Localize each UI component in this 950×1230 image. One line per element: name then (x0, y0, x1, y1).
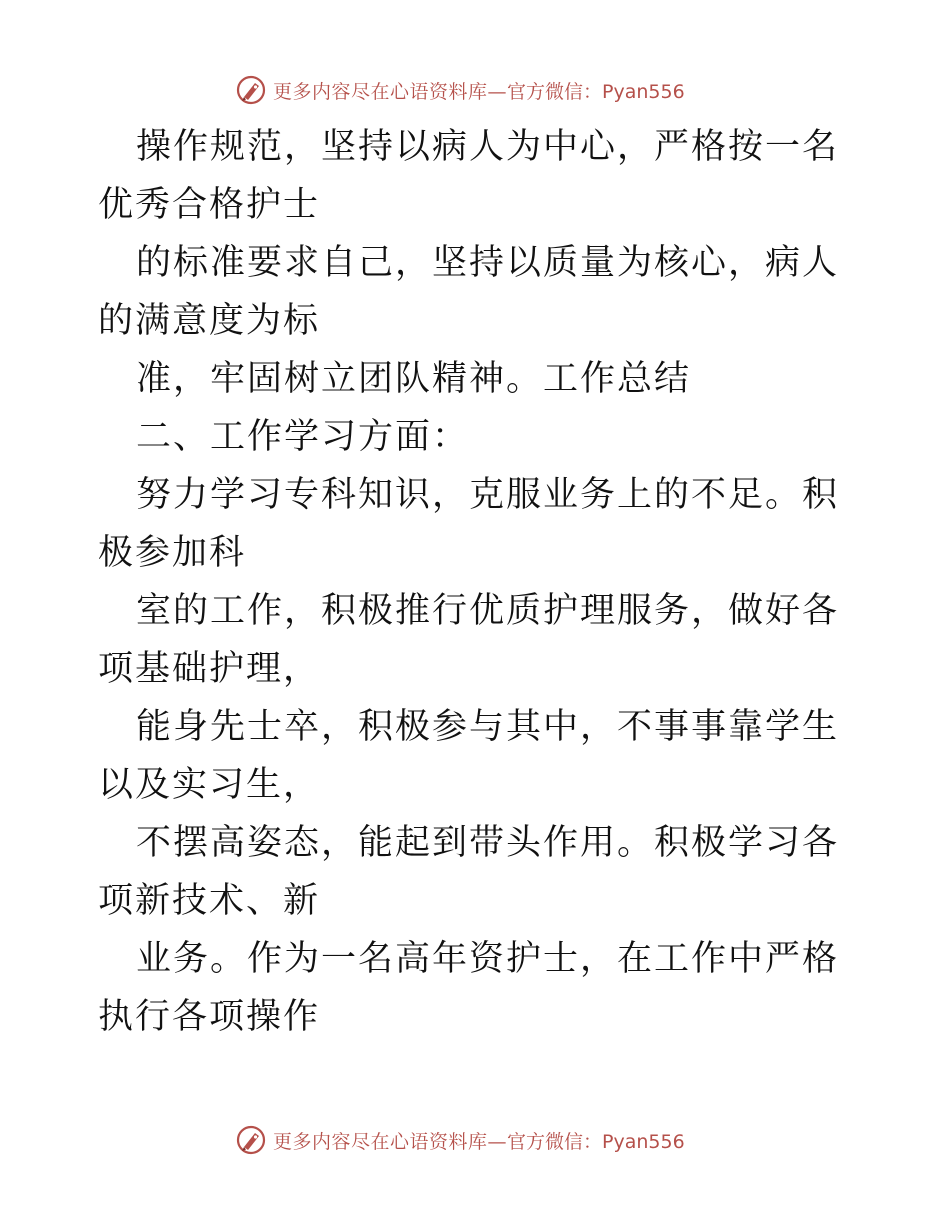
paragraph: 准，牢固树立团队精神。工作总结 (136, 359, 692, 399)
header-banner-text: 更多内容尽在心语资料库— (273, 80, 508, 103)
footer-banner-text: 更多内容尽在心语资料库— (273, 1130, 508, 1153)
footer-banner-contact: 官方微信：Pyan556 (507, 1130, 685, 1153)
paragraph: 操作规范，坚持以病人为中心，严格按一名优秀合格护士 (98, 127, 840, 225)
pen-logo-icon (235, 1124, 267, 1156)
paragraph: 能身先士卒，积极参与其中，不事事靠学生以及实习生， (98, 707, 840, 805)
paragraph: 不摆高姿态，能起到带头作用。积极学习各项新技术、新 (98, 823, 840, 921)
header-banner-contact: 官方微信：Pyan556 (507, 80, 685, 103)
document-body (98, 118, 858, 1046)
paragraph: 室的工作，积极推行优质护理服务，做好各项基础护理， (98, 591, 840, 689)
pen-logo-icon (235, 74, 267, 106)
paragraph: 二、工作学习方面： (136, 417, 470, 457)
header-banner (235, 72, 715, 108)
footer-banner (235, 1122, 715, 1158)
paragraph: 的标准要求自己，坚持以质量为核心，病人的满意度为标 (98, 243, 840, 341)
paragraph: 努力学习专科知识，克服业务上的不足。积极参加科 (98, 475, 840, 573)
paragraph: 业务。作为一名高年资护士，在工作中严格执行各项操作 (98, 939, 840, 1037)
